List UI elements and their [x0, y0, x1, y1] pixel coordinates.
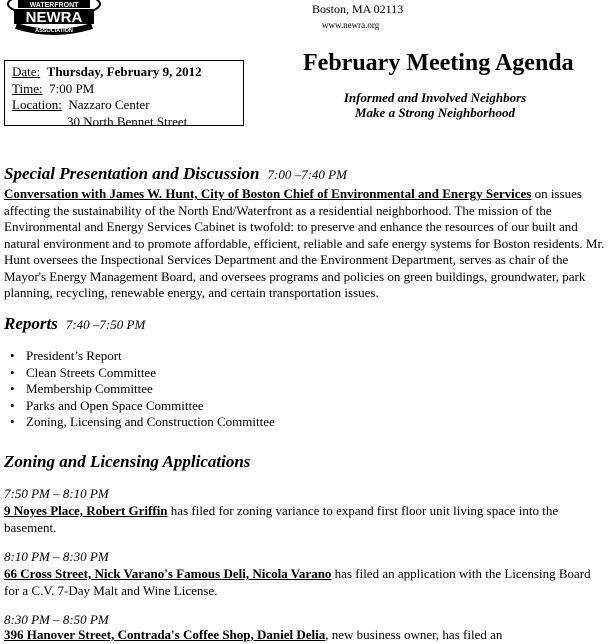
zoning-item-text: has filed for zoning variance to expand first floor unit living space into the basement. [4, 503, 559, 535]
special-body: on issues affecting the sustainability of the North End/Waterfront as a residential neighborhood. The mission of the Environmental and Energy Services Cabinet is twofold: to preserve and enhance the resources of our built and natural environment and to promote affordable, efficient, reliable and safe energy systems for Boston residents. Mr. Hunt oversees the Inspectional Services Department and the Environment Department, serves as chair of the Mayor's Energy Management Board, and oversees programs and policies on green buildings, groundwater, park planning, recycling, renewable energy, and certain transportation issues. [4, 186, 605, 300]
meeting-info-box [4, 60, 244, 129]
newra-logo [4, 0, 104, 36]
zoning-item [4, 503, 609, 536]
time-row [12, 81, 243, 98]
reports-list [10, 348, 275, 431]
zoning-section-heading [4, 452, 250, 472]
location-row [12, 97, 243, 114]
zoning-item-lead: 9 Noyes Place, Robert Griffin [4, 503, 168, 518]
logo-bottom-text: ASSOCIATION [35, 28, 73, 34]
zoning-item-lead: 396 Hanover Street, Contrada's Coffee Shop, Daniel Delia [4, 627, 326, 642]
location-line2: 30 North Bennet Street [67, 113, 188, 129]
tagline [330, 90, 540, 120]
date-label: Date: [12, 64, 41, 79]
special-time: 7:00 –7:40 PM [267, 167, 347, 182]
location-line1: Nazzaro Center [68, 97, 150, 112]
list-item: • Membership Committee [10, 381, 275, 398]
special-section-heading [4, 164, 347, 184]
zoning-item-text: has filed an application with the Licensing Board for a C.V. 7-Day Malt and Wine License. [4, 566, 591, 598]
special-lead: Conversation with James W. Hunt, City of Boston Chief of Environmental and Energy Services [4, 186, 532, 201]
list-item: • Clean Streets Committee [10, 365, 275, 382]
logo-name-text: NEWRA [25, 9, 83, 26]
zoning-item-text: , new business owner, has filed an [325, 627, 503, 642]
zoning-item-time: 8:30 PM – 8:50 PM [4, 612, 109, 627]
reports-section-heading [4, 314, 145, 334]
time-value: 7:00 PM [49, 80, 95, 96]
tagline-line1: Informed and Involved Neighbors [343, 90, 527, 105]
list-item: • Parks and Open Space Committee [10, 398, 275, 415]
page-title: February Meeting Agenda [303, 50, 574, 76]
logo-top-text: WATERFRONT [29, 2, 79, 9]
logo-graphic [4, 0, 104, 36]
list-item: • Zoning, Licensing and Construction Committee [10, 414, 275, 431]
date-value: Thursday, February 9, 2012 [46, 64, 202, 79]
zoning-heading-text: Zoning and Licensing Applications [4, 452, 251, 471]
reports-time: 7:40 –7:50 PM [65, 317, 146, 332]
time-label: Time: [12, 80, 43, 96]
zoning-item-lead: 66 Cross Street, Nick Varano's Famous Deli, Nicola Varano [4, 566, 332, 581]
location-label: Location: [12, 97, 62, 112]
website-link[interactable]: www.newra.org [322, 20, 380, 30]
date-row [12, 64, 243, 81]
address: Boston, MA 02113 [312, 2, 404, 16]
special-heading-text: Special Presentation and Discussion [4, 164, 260, 183]
zoning-item [4, 627, 609, 644]
zoning-item-time: 7:50 PM – 8:10 PM [4, 486, 109, 501]
list-item: • President’s Report [10, 348, 275, 365]
tagline-line2: Make a Strong Neighborhood [355, 105, 515, 120]
zoning-item-time: 8:10 PM – 8:30 PM [4, 549, 109, 564]
special-paragraph [4, 186, 612, 302]
zoning-item [4, 566, 609, 599]
reports-heading-text: Reports [4, 314, 58, 333]
